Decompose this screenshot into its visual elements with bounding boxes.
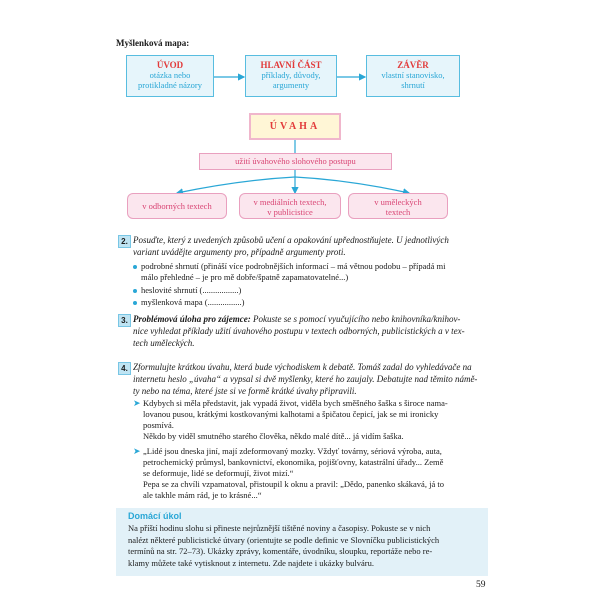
task4-quote-2: ➤ „Lidé jsou dneska jiní, mají zdeformovaný mozky. Vždyť továrny, sériová výroba, auta, petrochemický průmysl, bankovnictví, ekonomika, pojišťovny, katastrální úřady... Země se deformuje, lidé se deformují, život mizí.“ Pepa se za chvíli vzpamatoval, přistoupil k oknu a pravil: „Dědo, panenko skákavá, já to ale takhle mám rád, je to krásné...“ bbox=[133, 446, 444, 500]
task3-text: Problémová úloha pro zájemce: Pokuste se s pomocí vyučujícího nebo knihovníka/knihov- nice vyhledat příklady užití úvahového postupu v textech odborných, publicistických a v tex- tech uměleckých. bbox=[133, 314, 465, 348]
mindmap-context-umelecke: v uměleckých textech bbox=[348, 193, 448, 219]
mindmap-usage-bar: užití úvahového slohového postupu bbox=[199, 153, 392, 170]
task2-bullet-podrobne: podrobné shrnutí (přináší více podrobnějších informací – má větnou podobu – případá mi málo přehledné – je pro mě dobře/špatně zapamatovatelné...) bbox=[133, 261, 485, 283]
page-number: 59 bbox=[476, 580, 486, 590]
mindmap-context-medialni: v mediálních textech, v publicistice bbox=[239, 193, 341, 219]
bullet-icon bbox=[133, 265, 137, 269]
task4-quote-1: ➤ Kdybych si měla představit, jak vypadá život, viděla bych směšného šaška s široce nama- lovanou pusou, krátkými kostkovanými kalhotami a špičatou čepicí, jak se mi ironicky posmívá. Někdo by viděl smutného starého člověka, někdo malé dítě... já vidím šaška. bbox=[133, 398, 448, 441]
bullet-icon bbox=[133, 301, 137, 305]
homework-box bbox=[116, 508, 488, 576]
homework-title: Domácí úkol bbox=[128, 511, 182, 521]
mindmap-context-odborne: v odborných textech bbox=[127, 193, 227, 219]
homework-text: Na příští hodinu slohu si přineste nejrůznější tištěné noviny a časopisy. Pokuste se v nich nalézt některé publicistické útvary (orientujte se podle definic ve Slovníčku publicistických termínů na str. 72–73). Ukázky zprávy, komentáře, úvodníku, sloupku, reportáže nebo re- klamy můžete také vytisknout z internetu. Zde najdete i ukázky bulváru. bbox=[128, 523, 440, 568]
arrow-right-icon: ➤ bbox=[133, 398, 141, 408]
arrow-to-odborne bbox=[177, 177, 295, 193]
mindmap-box-hlavni-cast: HLAVNÍ ČÁST příklady, důvody, argumenty bbox=[245, 55, 337, 97]
arrow-to-umelecke bbox=[295, 177, 409, 193]
task-number-3: 3. bbox=[118, 314, 131, 327]
mindmap-box-zaver: ZÁVĚR vlastní stanovisko, shrnutí bbox=[366, 55, 460, 97]
task-number-2: 2. bbox=[118, 235, 131, 248]
task-number-4: 4. bbox=[118, 362, 131, 375]
mindmap-box-uvod: ÚVOD otázka nebo protikladné názory bbox=[126, 55, 214, 97]
mindmap-title: Myšlenková mapa: bbox=[116, 38, 190, 48]
task2-bullet-mapa: myšlenková mapa (................) bbox=[133, 297, 485, 308]
task2-instruction: Posuďte, který z uvedených způsobů učení a opakování upřednostňujete. U jednotlivých variant uvádějte argumenty pro, případně argumenty proti. bbox=[133, 235, 449, 257]
task2-bullet-heslovite: heslovité shrnutí (.................) bbox=[133, 285, 485, 296]
task4-instruction: Zformulujte krátkou úvahu, která bude východiskem k debatě. Tomáš zadal do vyhledávače na internetu heslo „úvaha“ a vypsal si dvě myšlenky, které ho zaujaly. Debatujte nad těmito námě- ty nebo na téma, které jste si ve formě krátké úvahy připravili. bbox=[133, 362, 478, 396]
mindmap-center-uvaha: ÚVAHA bbox=[249, 113, 341, 140]
arrow-right-icon: ➤ bbox=[133, 446, 141, 456]
bullet-icon bbox=[133, 289, 137, 293]
